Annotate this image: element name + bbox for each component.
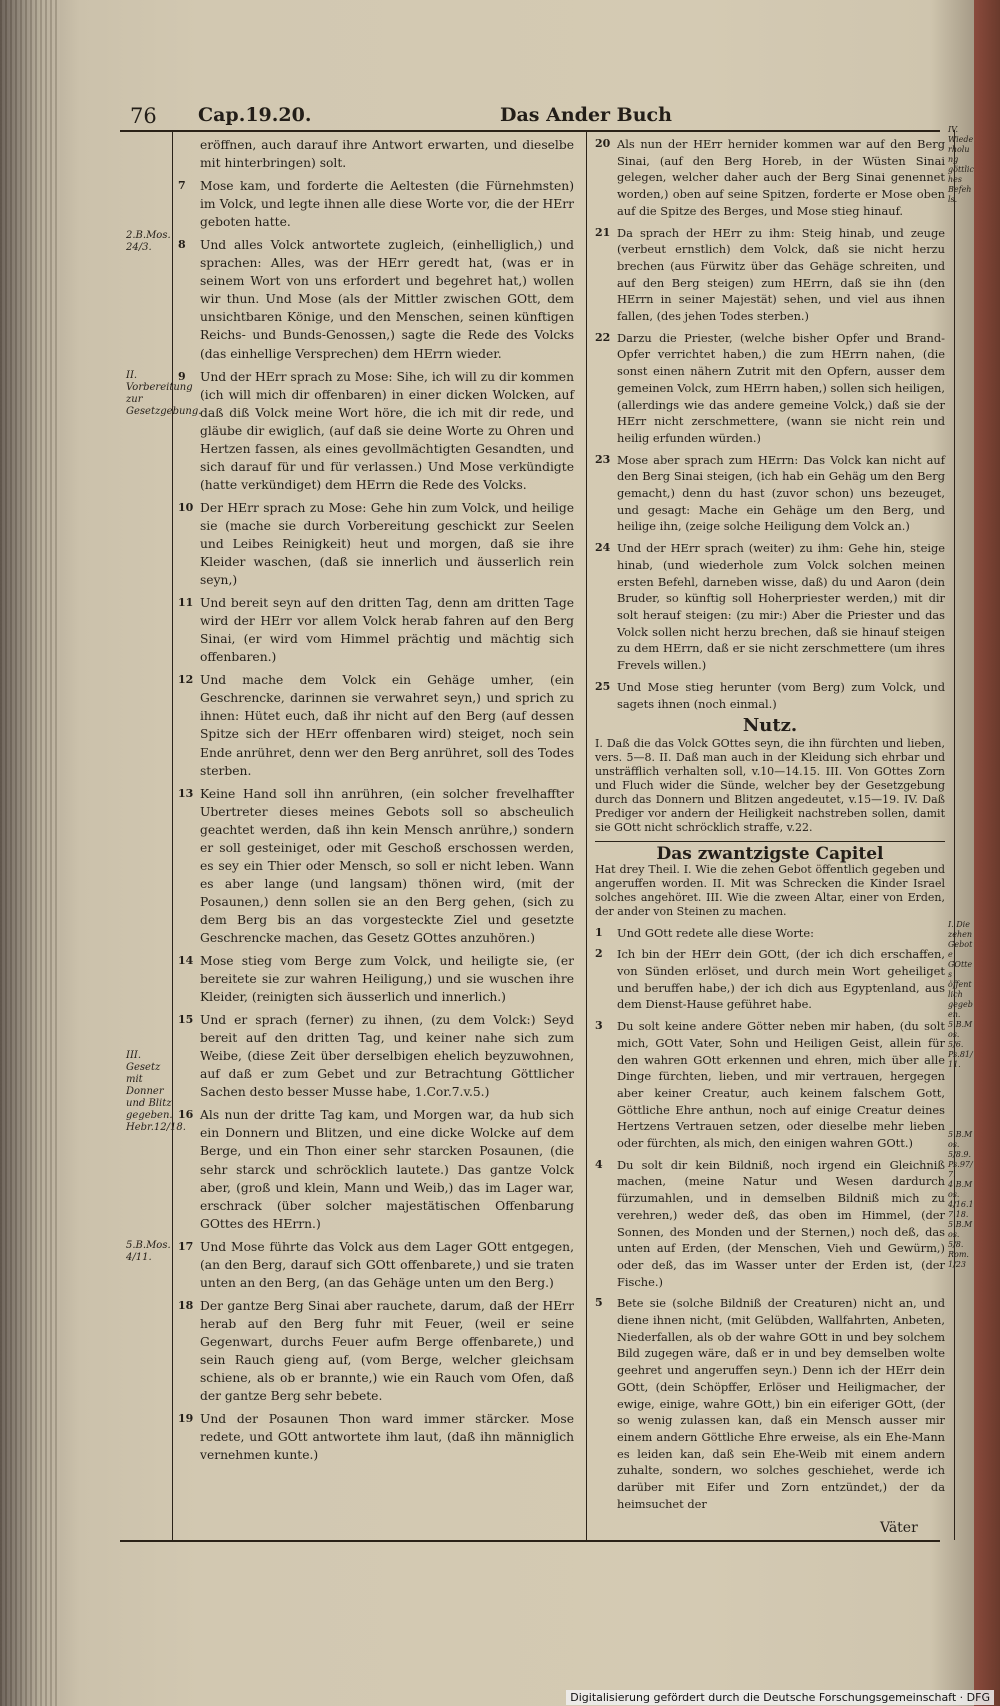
verse-number: 15	[178, 1013, 194, 1027]
catchword: Väter	[880, 1520, 918, 1536]
margin-note: III. Gesetz mit Donner und Blitz gegeben. Hebr.12/18.	[126, 1050, 186, 1133]
verse-number: 21	[595, 225, 611, 239]
chapter20-title: Das zwantzigste Capitel	[595, 841, 945, 863]
verse-text: Du solt dir kein Bildniß, noch irgend ein Gleichniß machen, (meine Natur und Wesen dardurch fürzumahlen, und in demselben Bildniß mich zu verehren,) weder deß, das oben im Himmel, (der Sonnen, des Monden und der Sternen,) noch deß, das unten auf Erden, (der Menschen, Vieh und Gewürm,) oder deß, das im Wasser unter der Erden ist, (der Fische.)	[617, 1157, 945, 1289]
verse	[178, 671, 574, 779]
right-margin-rule	[954, 130, 955, 1540]
verse-text: Der gantze Berg Sinai aber rauchete, darum, daß der HErr herab auf den Berg fuhr mit Feuer, (weil er seine Gegenwart, durchs Feuer aufm Berge offenbarete,) und sein Rauch gieng auf, (vom Berge, welcher gleichsam schiene, als ob er brannte,) wie ein Rauch vom Ofen, daß der gantze Berg sehr bebete.	[200, 1298, 574, 1404]
verse-text: Und GOtt redete alle diese Worte:	[617, 925, 814, 940]
verse	[595, 540, 945, 674]
verse	[595, 452, 945, 536]
verse-number: 22	[595, 330, 611, 344]
verse-number: 14	[178, 954, 194, 968]
verse	[178, 236, 574, 362]
verse	[595, 1295, 945, 1512]
verse	[178, 136, 574, 172]
margin-note: II. Vorbereitung zur Gesetzgebung.	[126, 370, 202, 417]
chapter20-verses	[595, 925, 945, 1513]
verse-number: 1	[595, 925, 603, 939]
verse-text: Darzu die Priester, (welche bisher Opfer und Brand-Opfer verrichtet haben,) die zum HErrn nahen, (die sonst einen nähern Zutrit mit den Opfern, ausser dem gemeinen Volck, zum HErrn haben,) sollen sich heiligen, (allerdings wie das andere gemeine Volck,) daß sie der HErr nicht zerschmettere, (wann sie nicht rein und heilig erfunden würden.)	[617, 330, 945, 445]
margin-note: 5.B.Mos. 4/11.	[126, 1240, 171, 1263]
verse-number: 4	[595, 1157, 603, 1171]
verse-text: Bete sie (solche Bildniß der Creaturen) nicht an, und diene ihnen nicht, (mit Gelübden, Wallfahrten, Anbeten, Niederfallen, als ob der wahre GOtt in und bey solchem Bild zugegen wäre, daß er in und bey demselben wolte geehret und angeruffen seyn.) Denn ich der HErr dein GOtt, (dein Schöpffer, Erlöser und Heiligmacher, der ewige, einige, wahre GOtt,) bin ein eiferiger GOtt, (der so wenig zulassen kan, daß ein Mensch ausser mir einem andern Göttliche Ehre erweise, als ein Ehe-Mann es leiden kan, daß sein Ehe-Weib mit einem andern zuhalte, sondern, wo solches geschiehet, werde ich darüber mit Eifer und Zorn entzündet,) der da heimsuchet der	[617, 1296, 945, 1511]
digitization-credit: Digitalisierung gefördert durch die Deutsche Forschungsgemeinschaft · DFG	[566, 1690, 994, 1705]
verse-number: 5	[595, 1296, 603, 1310]
verse-text: Und er sprach (ferner) zu ihnen, (zu dem Volck:) Seyd bereit auf den dritten Tag, und keiner nahe sich zum Weibe, (diese Zeit über derselbigen ehelich beyzuwohnen, auf daß er zum Gebet und zur Betrachtung Göttlicher Sachen desto besser Musse habe, 1.Cor.7.v.5.)	[200, 1013, 574, 1100]
verse	[178, 1297, 574, 1405]
book-title: Das Ander Buch	[500, 104, 672, 126]
verse-number: 18	[178, 1298, 194, 1312]
verse-text: Du solt keine andere Götter neben mir haben, (du solt mich, GOtt Vater, Sohn und Heiligen Geist, allein für den wahren GOtt erkennen und ehren, mich über alle Dinge fürchten, lieben, und mir vertrauen, hergegen aber keiner Creatur, auch keinem falschem Gott, Göttliche Ehre anthun, noch auf einige Creatur deines Hertzens Vertrauen setzen, oder dieselbe mehr lieben oder fürchten, als mich, den einigen wahren GOtt.)	[617, 1019, 945, 1151]
verse	[178, 1238, 574, 1292]
verse-text: Und der HErr sprach (weiter) zu ihm: Gehe hin, steige hinab, (und wiederhole zum Volck solchen meinen ersten Befehl, darneben wisse, daß) du und Aaron (dein Bruder, so künftig soll Hoherpriester werden,) mit dir solt herauf steigen: (zu mir:) Aber die Priester und das Volck sollen nicht herzu brechen, daß sie hinauf steigen zu dem HErrn, daß er sie nicht zerschmettere (um ihres Frevels willen.)	[617, 541, 945, 673]
right-text-column	[595, 136, 945, 1518]
verse	[595, 330, 945, 447]
verse	[595, 925, 945, 942]
verse	[178, 952, 574, 1006]
verse	[595, 1157, 945, 1291]
verse	[595, 679, 945, 712]
verse-text: Der HErr sprach zu Mose: Gehe hin zum Volck, und heilige sie (mache sie durch Vorbereitung geschickt zur Seelen und Leibes Reinigkeit) heut und morgen, daß sie ihre Kleider waschen, (daß sie innerlich und äusserlich rein seyn,)	[200, 500, 574, 588]
verse-text: Mose stieg vom Berge zum Volck, und heiligte sie, (er bereitete sie zur wahren Heiligung,) und sie wuschen ihre Kleider, (reinigten sich äusserlich und innerlich.)	[200, 954, 574, 1005]
verse-number: 7	[178, 179, 186, 193]
verse	[178, 177, 574, 231]
verse-number: 24	[595, 541, 611, 555]
verse-text: Und mache dem Volck ein Gehäge umher, (ein Geschrencke, darinnen sie verwahret seyn,) und sprich zu ihnen: Hütet euch, daß ihr nicht auf den Berg (auf dessen Spitze sich der HErr offenbaren wird) steiget, noch sein Ende anrühret, denn wer den Berg anrühret, soll des Todes sterben.	[200, 673, 574, 778]
verse-text: Keine Hand soll ihn anrühren, (ein solcher frevelhaffter Ubertreter dieses meines Gebots soll so abscheulich geachtet werden, daß ihn kein Mensch anrühre,) sondern er soll gesteiniget, oder mit Geschoß erschossen werden, es sey ein Thier oder Mensch, so soll er nicht leben. Wann es aber lange (und langsam) thönen wird, (mit der Posaunen,) denn sollen sie an den Berg gehen, (sich zu dem Berg bis an das vorgesteckte Ziel und gesetzte Geschrencke machen, das Gesetz GOttes anzuhören.)	[200, 786, 574, 945]
verse	[595, 136, 945, 220]
verse	[178, 785, 574, 947]
center-column-rule	[586, 130, 587, 1540]
verse	[595, 946, 945, 1013]
verse-number: 9	[178, 369, 186, 383]
margin-note: 2.B.Mos. 24/3.	[126, 230, 171, 253]
verse-number: 8	[178, 238, 186, 252]
verse	[595, 225, 945, 325]
verse	[178, 1011, 574, 1101]
binding-edge-right	[974, 0, 1000, 1706]
verse-number: 12	[178, 673, 194, 687]
nutz-text: I. Daß die das Volck GOttes seyn, die ihn fürchten und lieben, vers. 5—8. II. Daß man auch in der Kleidung sich ehrbar und unsträfflich verhalten soll, v.10—14.15. III. Von GOttes Zorn und Fluch wider die Sünde, welcher bey der Gesetzgebung durch das Donnern und Blitzen angedeutet, v.15—19. IV. Daß Prediger vor andern der Heiligkeit nachstreben sollen, damit sie GOtt nicht schröcklich straffe, v.22.	[595, 736, 945, 834]
running-header	[120, 100, 940, 132]
verse-number: 17	[178, 1239, 194, 1253]
bottom-rule	[120, 1540, 940, 1542]
verse-number: 20	[595, 137, 611, 150]
verse-text: Als nun der HErr hernider kommen war auf den Berg Sinai, (auf den Berg Horeb, in der Wüsten Sinai gelegen, welcher daher auch der Berg Sinai genennet worden,) oben auf seine Spitzen, forderte er Mose oben auf die Spitze des Berges, und Mose stieg hinauf.	[617, 137, 945, 218]
verse-text: Und Mose führte das Volck aus dem Lager GOtt entgegen, (an den Berg, darauf sich GOtt offenbarete,) und sie traten unten an den Berg, (an das Gehäge unten um den Berg.)	[200, 1239, 574, 1290]
nutz-heading: Nutz.	[742, 715, 798, 737]
verse-text: Mose aber sprach zum HErrn: Das Volck kan nicht auf den Berg Sinai steigen, (ich hab ein Gehäg um den Berg gemacht,) denn du hast (zuvor schon) uns bezeuget, und gesagt: Mache ein Gehäge um den Berg, und heilige ihn, (zeige solche Heiligung dem Volck an.)	[617, 452, 945, 534]
left-text-column	[178, 136, 574, 1469]
verse-number: 11	[178, 596, 194, 610]
margin-note: 5.B.Mos. 5/8.9. Ps.97/7. 4.B.Mos. 4/16.17.18. 5.B.Mos. 5/8. Rom.1/23	[948, 1130, 974, 1269]
margin-note: I. Die zehen Gebote GOttes öffentlich gegeben. 5.B.Mos. 5/6. Ps.81/11.	[948, 920, 973, 1069]
verse-text: Und Mose stieg herunter (vom Berg) zum Volck, und sagets ihnen (noch einmal.)	[617, 679, 945, 711]
verse-number: 19	[178, 1412, 194, 1426]
verse-text: Mose kam, und forderte die Aeltesten (die Fürnehmsten) im Volck, und legte ihnen alle diese Worte vor, die der HErr geboten hatte.	[200, 179, 574, 230]
chapter-reference: Cap.19.20.	[198, 104, 312, 126]
verse-text: Ich bin der HErr dein GOtt, (der ich dich erschaffen, von Sünden erlöset, und durch mein Wort geheiliget und beruffen habe,) der ich dich aus Egyptenland, aus dem Dienst-Hause geführet habe.	[617, 947, 945, 1012]
verse-text: Und bereit seyn auf den dritten Tag, denn am dritten Tage wird der HErr vor allem Volck herab fahren auf den Berg Sinai, (er wird vom Himmel prächtig und mächtig sich offenbaren.)	[200, 596, 574, 665]
verse-number: 16	[178, 1108, 194, 1122]
verse-text: Und der HErr sprach zu Mose: Sihe, ich will zu dir kommen (ich will mich dir offenbaren) in einer dicken Wolcken, auf daß diß Volck meine Wort höre, die ich mit dir rede, und gläube dir ewiglich, (auf daß sie deine Worte zu Ohren und Hertzen fassen, als eines gevollmächtigten Gesandten, und sich darauf für und für verlassen.) Und Mose verkündigte (hatte verkündiget) dem HErrn die Rede des Volcks.	[200, 369, 574, 492]
page-number: 76	[130, 104, 157, 128]
verse-number: 25	[595, 679, 611, 693]
verse	[595, 1018, 945, 1152]
verse-number: 23	[595, 452, 611, 466]
verse-text: Und alles Volck antwortete zugleich, (einhelliglich,) und sprachen: Alles, was der HErr geredt hat, (was er in seinem Wort von uns erfordert und begehret hat,) wollen wir thun. Und Mose (als der Mittler zwischen GOtt, dem unsichtbaren Könige, und den Menschen, seinen künftigen Reichs- und Bunds-Genossen,) sagte die Rede des Volcks (das einhellige Versprechen) dem HErrn wieder.	[200, 238, 574, 361]
verse	[178, 499, 574, 589]
verse-text: eröffnen, auch darauf ihre Antwort erwarten, und dieselbe mit hinterbringen) solt.	[200, 138, 574, 171]
verse	[178, 1106, 574, 1232]
verse-number: 13	[178, 786, 194, 800]
verse	[178, 1410, 574, 1464]
chapter20-summary: Hat drey Theil. I. Wie die zehen Gebot öffentlich gegeben und angeruffen worden. II. Mit was Schrecken die Kinder Israel solches angehöret. III. Wie die zween Altar, einer von Erden, der ander von Steinen zu machen.	[595, 862, 945, 918]
verse	[178, 594, 574, 666]
margin-note: IV. Wiederholung göttliches Befehls.	[948, 125, 974, 204]
verse-number: 3	[595, 1019, 603, 1033]
page-edge-left	[0, 0, 60, 1706]
chapter19-verses-right	[595, 136, 945, 712]
verse-number: 10	[178, 500, 194, 514]
verse-number: 2	[595, 947, 603, 961]
verse	[178, 368, 574, 494]
verse-text: Und der Posaunen Thon ward immer stärcker. Mose redete, und GOtt antwortete ihm laut, (daß ihn männiglich vernehmen kunte.)	[200, 1412, 574, 1463]
left-margin-rule	[172, 130, 173, 1540]
verse-text: Da sprach der HErr zu ihm: Steig hinab, und zeuge (verbeut ernstlich) dem Volck, daß sie nicht herzu brechen (aus Fürwitz über das Gehäge schreiten, und auf den Berg steigen) zum HErrn, daß sie ihn (den HErrn in seiner Majestät) sehen, und viel aus ihnen fallen, (des jehen Todes sterben.)	[617, 225, 945, 324]
verse-text: Als nun der dritte Tag kam, und Morgen war, da hub sich ein Donnern und Blitzen, und eine dicke Wolcke auf dem Berge, und ein Thon einer sehr starcken Posaunen, (die sehr starck und schröcklich lautete.) Das gantze Volck aber, (groß und klein, Mann und Weib,) das im Lager war, erschrack (über solcher majestätischen Offenbarung GOttes des HErrn.)	[200, 1108, 574, 1231]
